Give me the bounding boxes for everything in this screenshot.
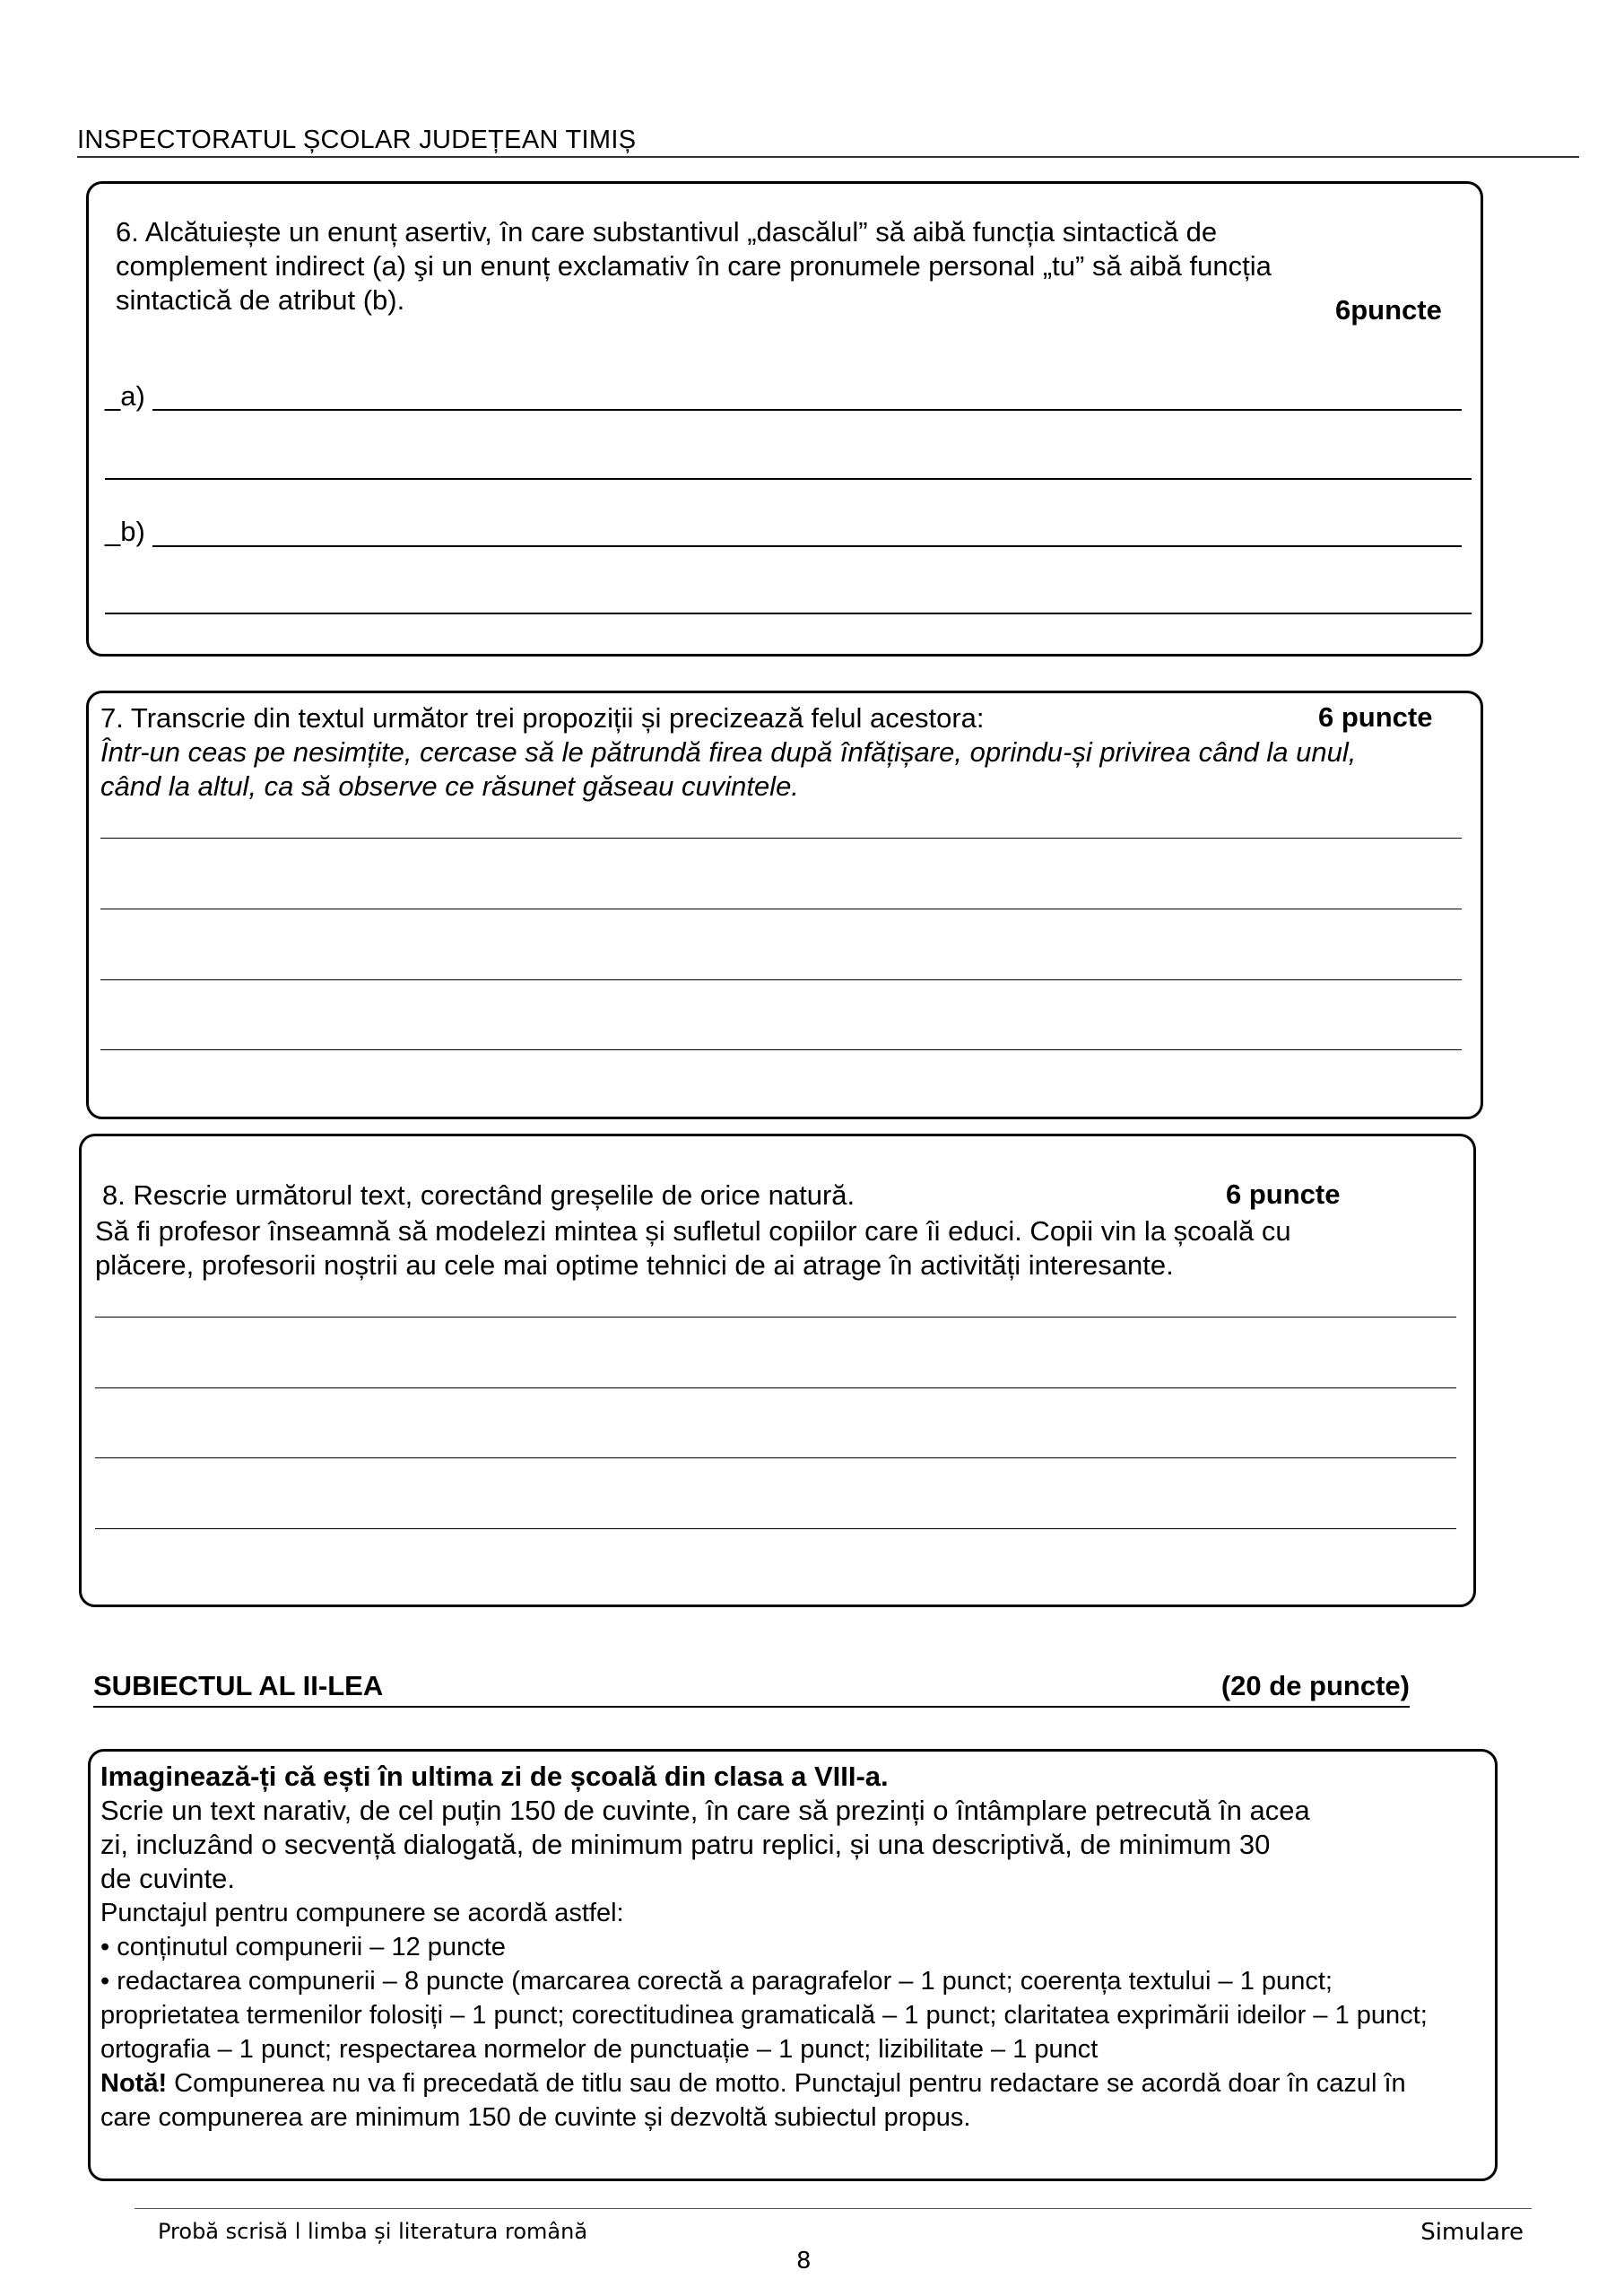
question-7-excerpt-line-2: când la altul, ca să observe ce răsunet găseau cuvintele. — [100, 770, 799, 802]
note-line-2: care compunerea are minimum 150 de cuvinte și dezvoltă subiectul propus. — [100, 2103, 971, 2132]
footer-divider — [135, 2208, 1532, 2209]
question-8-answer-line[interactable] — [95, 1317, 1456, 1318]
question-6-line-3: sintactică de atribut (b). — [116, 284, 405, 316]
answer-a-line-1[interactable] — [152, 409, 1462, 411]
scoring-line-4: proprietatea termenilor folosiți – 1 punct; corectitudinea gramaticală – 1 punct; claritatea exprimării ideilor – 1 punct; — [100, 2001, 1428, 2030]
footer-exam-label: Probă scrisă l limba și literatura română — [158, 2219, 588, 2244]
answer-a-label: _a) — [105, 380, 145, 412]
scoring-line-2: • conținutul compunerii – 12 puncte — [100, 1933, 506, 1961]
question-7-answer-line[interactable] — [100, 1049, 1462, 1050]
question-7-prompt: 7. Transcrie din textul următor trei propoziții și precizează felul acestora: — [100, 702, 985, 734]
section-2-task-line-2: zi, incluzând o secvență dialogată, de minimum patru replici, și una descriptivă, de minimum 30 — [100, 1829, 1271, 1860]
question-8-answer-line[interactable] — [95, 1528, 1456, 1529]
question-8-points: 6 puncte — [1226, 1178, 1341, 1210]
question-6-line-2: complement indirect (a) şi un enunț exclamativ în care pronumele personal „tu” să aibă funcția — [116, 250, 1272, 282]
note-line-1 — [100, 2066, 1406, 2100]
scoring-line-3: • redactarea compunerii – 8 puncte (marcarea corectă a paragrafelor – 1 punct; coerența textului – 1 punct; — [100, 1967, 1333, 1996]
section-2-title-text: SUBIECTUL AL II-LEA — [93, 1670, 384, 1701]
footer-simulation-label: Simulare — [1420, 2219, 1524, 2246]
section-2-points: (20 de puncte) — [1220, 1670, 1410, 1701]
answer-b-line-1[interactable] — [152, 545, 1462, 547]
section-2-task-line-1: Scrie un text narativ, de cel puțin 150 de cuvinte, în care să prezinți o întâmplare petrecută în acea — [100, 1795, 1310, 1826]
section-2-task-line-3: de cuvinte. — [100, 1863, 235, 1894]
scoring-line-5: ortografia – 1 punct; respectarea normelor de punctuație – 1 punct; lizibilitate – 1 punct — [100, 2035, 1099, 2064]
answer-b-label: _b) — [105, 516, 145, 547]
answer-a-line-2[interactable] — [105, 478, 1472, 480]
question-8-prompt: 8. Rescrie următorul text, corectând greșelile de orice natură. — [102, 1179, 855, 1211]
header-divider — [77, 156, 1579, 158]
question-8-answer-line[interactable] — [95, 1457, 1456, 1458]
section-2-heading: Imaginează-ți că ești în ultima zi de școală din clasa a VIII-a. — [100, 1761, 889, 1792]
section-2-title — [93, 1670, 1410, 1708]
question-7-answer-line[interactable] — [100, 979, 1462, 980]
question-6-points: 6puncte — [1335, 294, 1442, 326]
question-7-points: 6 puncte — [1318, 701, 1433, 733]
question-8-text-line-1: Să fi profesor înseamnă să modelezi mintea și sufletul copiilor care îi educi. Copii vin la școală cu — [95, 1215, 1291, 1247]
question-7-answer-line[interactable] — [100, 838, 1462, 839]
note-label: Notă! — [100, 2069, 168, 2098]
scoring-line-1: Punctajul pentru compunere se acordă astfel: — [100, 1899, 624, 1927]
question-8-answer-line[interactable] — [95, 1387, 1456, 1388]
question-8-text-line-2: plăcere, profesorii noștrii au cele mai optime tehnici de ai atrage în activități interesante. — [95, 1249, 1174, 1281]
page-number: 8 — [796, 2248, 812, 2274]
question-6-line-1: 6. Alcătuiește un enunț asertiv, în care substantivul „dascălul” să aibă funcția sintactică de — [116, 216, 1218, 248]
note-text: Compunerea nu va fi precedată de titlu sau de motto. Punctajul pentru redactare se acordă doar în cazul în — [167, 2069, 1406, 2098]
document-header-title: INSPECTORATUL ȘCOLAR JUDEȚEAN TIMIȘ — [77, 126, 637, 154]
question-7-excerpt-line-1: Într-un ceas pe nesimțite, cercase să le pătrundă firea după înfățișare, oprindu-și privirea când la unul, — [100, 736, 1357, 768]
answer-b-line-2[interactable] — [105, 613, 1472, 614]
